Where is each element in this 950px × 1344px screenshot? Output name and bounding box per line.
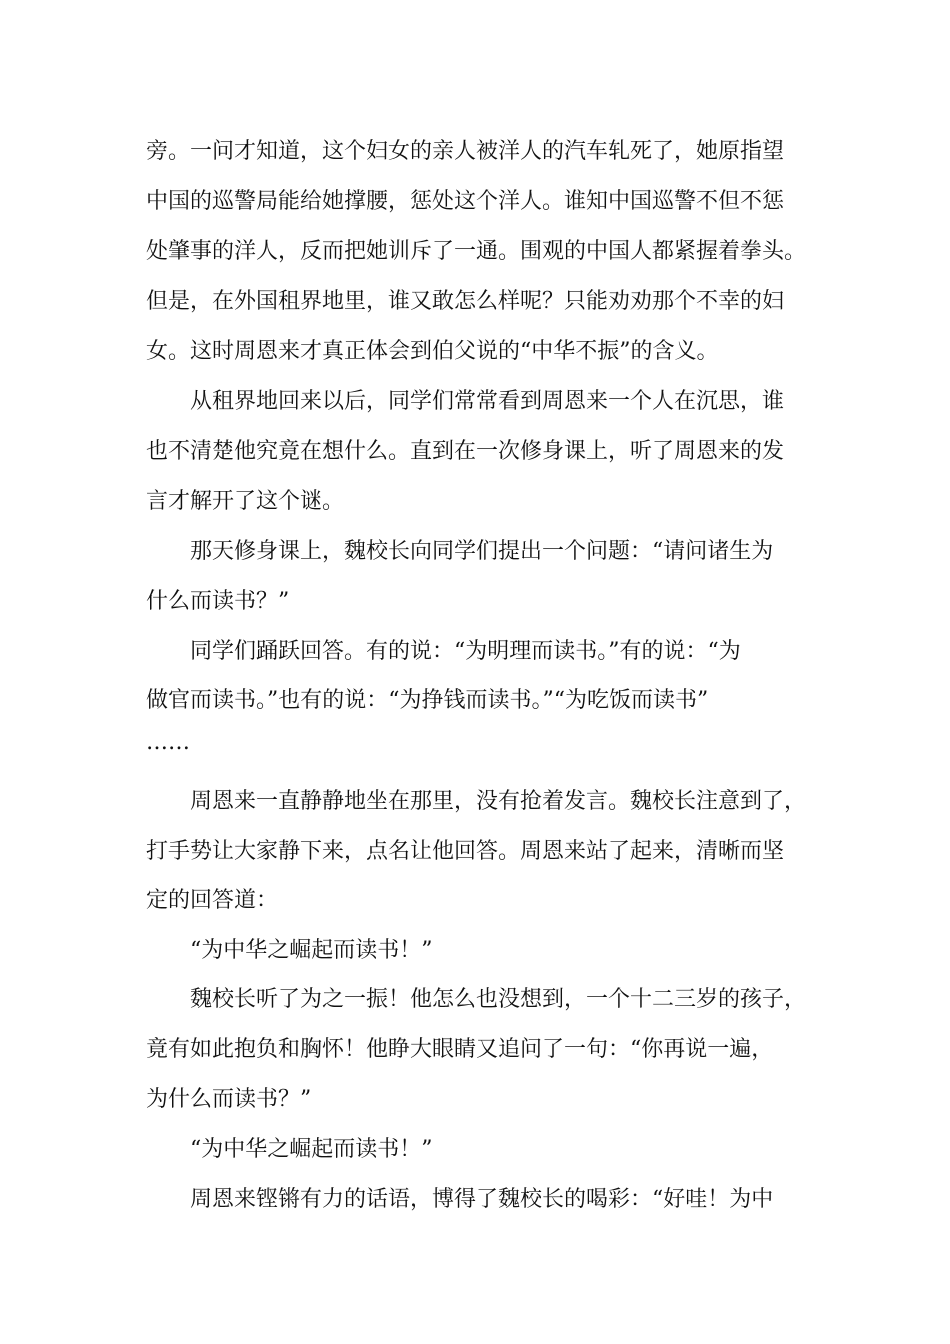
text-line-09: 那天修身课上，魏校长向同学们提出一个问题：“请问诸生为: [190, 539, 774, 564]
text-line-14: 周恩来一直静静地坐在那里，没有抢着发言。魏校长注意到了，: [190, 789, 807, 814]
text-line-12: 做官而读书。”也有的说：“为挣钱而读书。”“为吃饭而读书”: [146, 688, 709, 713]
text-line-04: 但是，在外国租界地里，谁又敢怎么样呢？只能劝劝那个不幸的妇: [146, 289, 785, 314]
text-line-13: ……: [146, 730, 190, 755]
text-line-16: 定的回答道：: [146, 888, 279, 913]
text-line-11: 同学们踊跃回答。有的说：“为明理而读书。”有的说：“为: [190, 639, 741, 664]
text-line-22: 周恩来铿锵有力的话语，博得了魏校长的喝彩：“好哇！为中: [190, 1187, 774, 1212]
text-line-15: 打手势让大家静下来，点名让他回答。周恩来站了起来，清晰而坚: [146, 839, 785, 864]
text-line-10: 什么而读书？”: [146, 589, 290, 614]
text-line-06: 从租界地回来以后，同学们常常看到周恩来一个人在沉思，谁: [190, 389, 785, 414]
text-line-08: 言才解开了这个谜。: [146, 489, 345, 514]
text-line-07: 也不清楚他究竟在想什么。直到在一次修身课上，听了周恩来的发: [146, 439, 785, 464]
text-line-18: 魏校长听了为之一振！他怎么也没想到，一个十二三岁的孩子，: [190, 987, 807, 1012]
text-line-02: 中国的巡警局能给她撑腰，惩处这个洋人。谁知中国巡警不但不惩: [146, 189, 785, 214]
text-line-17: “为中华之崛起而读书！”: [190, 938, 433, 963]
text-line-19: 竟有如此抱负和胸怀！他睁大眼睛又追问了一句：“你再说一遍，: [146, 1037, 774, 1062]
text-line-20: 为什么而读书？”: [146, 1087, 312, 1112]
text-line-03: 处肇事的洋人，反而把她训斥了一通。围观的中国人都紧握着拳头。: [146, 239, 807, 264]
text-line-01: 旁。一问才知道，这个妇女的亲人被洋人的汽车轧死了，她原指望: [146, 139, 785, 164]
text-line-21: “为中华之崛起而读书！”: [190, 1137, 433, 1162]
text-line-05: 女。这时周恩来才真正体会到伯父说的“中华不振”的含义。: [146, 339, 719, 364]
